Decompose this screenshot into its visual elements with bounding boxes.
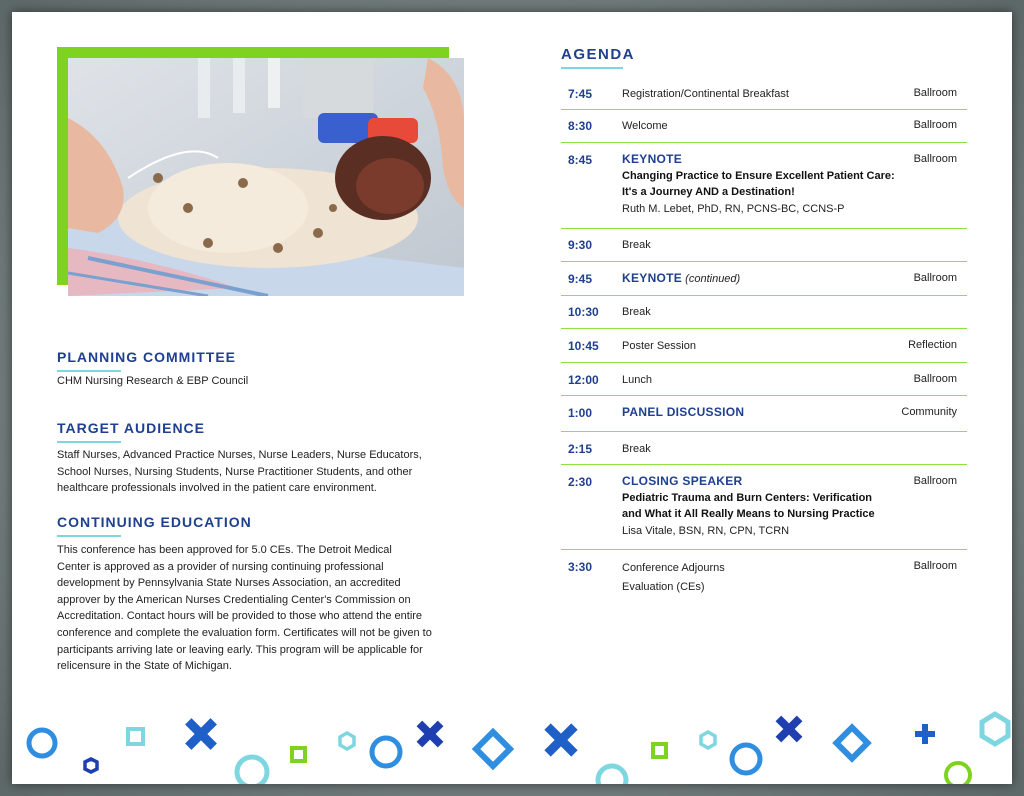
heading-underline: [57, 535, 121, 537]
agenda-row: [561, 363, 967, 396]
hexagon-shape: [982, 714, 1008, 744]
agenda-row: [561, 296, 967, 329]
agenda-time: 1:00: [568, 406, 593, 420]
newborn-photo: [68, 58, 464, 296]
agenda-row: [561, 262, 967, 296]
agenda-description: [622, 270, 740, 288]
agenda-time: 7:45: [568, 87, 593, 101]
ring-shape: [29, 730, 55, 756]
session-heading: KEYNOTE: [622, 152, 683, 166]
cross-shape: [534, 713, 588, 767]
agenda-time: 8:30: [568, 119, 593, 133]
text-line: approver by the American Nurses Credentialing Center's Commission on: [57, 593, 411, 606]
speaker-name: Ruth M. Lebet, PhD, RN, PCNS-BC, CCNS-P: [622, 202, 845, 215]
agenda-description: [622, 151, 895, 217]
ring-shape: [372, 738, 400, 766]
ring-shape: [946, 763, 970, 784]
agenda-row: [561, 229, 967, 262]
agenda-table: [561, 77, 967, 606]
hexagon-shape: [340, 733, 354, 749]
agenda-row: [561, 432, 967, 465]
agenda-location: Ballroom: [913, 560, 957, 572]
agenda-time: 10:30: [568, 305, 599, 319]
agenda-description: Break: [622, 306, 651, 318]
cross-shape: [176, 709, 227, 760]
agenda-location: Ballroom: [913, 475, 957, 487]
cross-shape: [409, 713, 451, 755]
text-line: healthcare professionals involved in the patient care environment.: [57, 482, 377, 495]
agenda-row: [561, 465, 967, 550]
agenda-row: [561, 143, 967, 229]
agenda-description: [622, 473, 875, 539]
agenda-row: [561, 77, 967, 110]
agenda-time: 9:45: [568, 272, 593, 286]
agenda-description: Break: [622, 239, 651, 251]
square-shape: [292, 748, 305, 761]
text-line: conference and complete the evaluation form. Certificates will not be given to: [57, 626, 432, 639]
brochure-page: [12, 12, 1012, 784]
text-line: Center is approved as a provider of nursing continuing professional: [57, 560, 384, 573]
plus-shape: [915, 724, 935, 744]
agenda-line: Conference Adjourns: [622, 562, 725, 574]
agenda-time: 2:30: [568, 475, 593, 489]
text-line: This conference has been approved for 5.0 CEs. The Detroit Medical: [57, 544, 392, 556]
cross-shape: [768, 708, 810, 750]
agenda-description: Break: [622, 443, 651, 455]
session-title: and What it All Really Means to Nursing Practice: [622, 508, 875, 520]
session-title: It's a Journey AND a Destination!: [622, 186, 795, 198]
agenda-time: 2:15: [568, 442, 593, 456]
agenda-location: Ballroom: [913, 153, 957, 165]
diamond-shape: [476, 732, 510, 766]
diamond-shape: [836, 727, 867, 758]
agenda-location: Reflection: [908, 339, 957, 351]
speaker-name: Lisa Vitale, BSN, RN, CPN, TCRN: [622, 524, 790, 537]
target-audience-text: [57, 447, 467, 497]
hexagon-shape: [701, 732, 715, 748]
agenda-description: Registration/Continental Breakfast: [622, 88, 789, 100]
agenda-description: Lunch: [622, 374, 652, 386]
ring-shape: [237, 757, 267, 784]
session-heading: KEYNOTE: [622, 271, 683, 285]
agenda-location: Ballroom: [913, 87, 957, 99]
session-heading: CLOSING SPEAKER: [622, 474, 743, 488]
agenda-row: [561, 396, 967, 432]
agenda-row: [561, 329, 967, 363]
agenda-location: Community: [901, 406, 957, 418]
agenda-row: [561, 110, 967, 143]
agenda-description: Poster Session: [622, 340, 696, 352]
agenda-location: Ballroom: [913, 272, 957, 284]
agenda-time: 3:30: [568, 560, 593, 574]
planning-committee-heading: PLANNING COMMITTEE: [57, 349, 236, 365]
agenda-location: Ballroom: [913, 119, 957, 131]
agenda-row: [561, 550, 967, 606]
agenda-location: Ballroom: [913, 373, 957, 385]
heading-underline: [561, 67, 623, 69]
text-line: relicensure in the State of Michigan.: [57, 660, 232, 673]
heading-underline: [57, 370, 121, 372]
agenda-line: Evaluation (CEs): [622, 581, 705, 593]
continuing-education-heading: CONTINUING EDUCATION: [57, 514, 252, 530]
agenda-description: [622, 559, 725, 597]
text-line: Accreditation. Contact hours will be provided to those who attend the entire: [57, 610, 423, 623]
ring-shape: [598, 766, 626, 784]
agenda-time: 12:00: [568, 373, 599, 387]
agenda-time: 9:30: [568, 238, 593, 252]
agenda-heading: AGENDA: [561, 46, 636, 63]
planning-committee-text: CHM Nursing Research & EBP Council: [57, 375, 249, 387]
agenda-description: [622, 404, 744, 422]
text-line: School Nurses, Nursing Students, Nurse Practitioner Students, and other: [57, 465, 413, 478]
text-line: development by Pennsylvania State Nurses Association, an accredited: [57, 577, 401, 590]
agenda-time: 10:45: [568, 339, 599, 353]
ring-shape: [732, 745, 760, 773]
session-note: (continued): [685, 273, 741, 285]
text-line: participants arriving late or leaving early. This program will be applicable for: [57, 643, 423, 656]
hexagon-shape: [85, 759, 97, 772]
decorative-shapes: [12, 692, 1012, 784]
square-shape: [653, 744, 666, 757]
continuing-education-text: [57, 542, 467, 675]
session-heading: PANEL DISCUSSION: [622, 405, 745, 419]
agenda-time: 8:45: [568, 153, 593, 167]
target-audience-heading: TARGET AUDIENCE: [57, 420, 205, 436]
agenda-description: Welcome: [622, 120, 668, 132]
session-title: Changing Practice to Ensure Excellent Patient Care:: [622, 169, 895, 182]
text-line: Staff Nurses, Advanced Practice Nurses, Nurse Leaders, Nurse Educators,: [57, 449, 422, 461]
session-title: Pediatric Trauma and Burn Centers: Verification: [622, 491, 873, 504]
heading-underline: [57, 441, 121, 443]
square-shape: [128, 729, 143, 744]
